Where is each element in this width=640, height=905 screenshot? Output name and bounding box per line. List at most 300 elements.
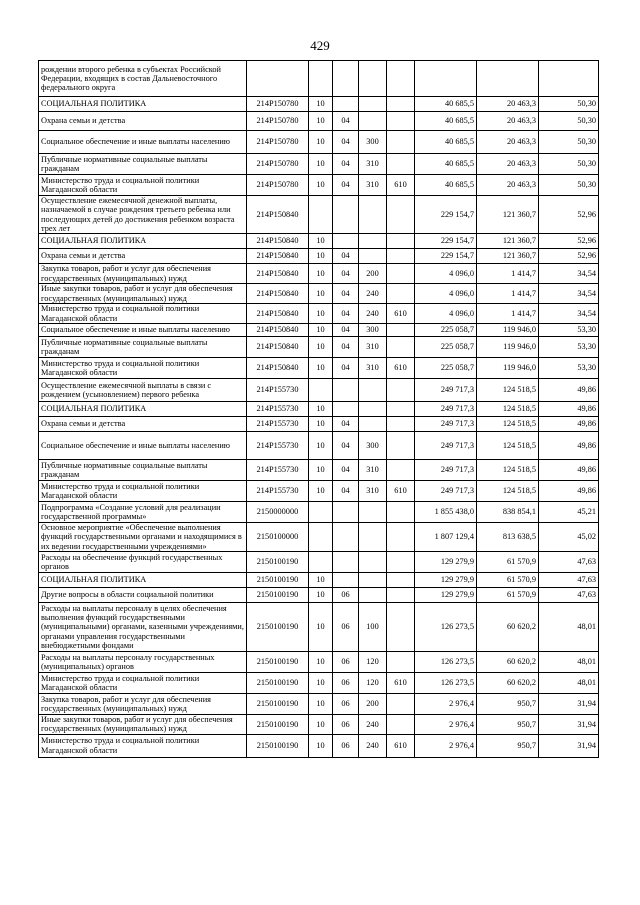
administrator-code bbox=[387, 651, 415, 672]
actual-amount: 124 518,5 bbox=[477, 379, 539, 402]
execution-percent: 49,86 bbox=[539, 460, 599, 481]
planned-amount: 229 154,7 bbox=[415, 196, 477, 234]
row-name: Иные закупки товаров, работ и услуг для обеспечения государственных (муниципальных) нужд bbox=[39, 714, 247, 734]
administrator-code bbox=[387, 61, 415, 97]
administrator-code: 610 bbox=[387, 304, 415, 324]
table-row bbox=[39, 61, 599, 97]
administrator-code: 610 bbox=[387, 358, 415, 379]
actual-amount: 950,7 bbox=[477, 693, 539, 714]
expense-type-code bbox=[359, 551, 387, 572]
administrator-code bbox=[387, 417, 415, 432]
planned-amount: 4 096,0 bbox=[415, 264, 477, 284]
table-row bbox=[39, 587, 599, 602]
planned-amount: 129 279,9 bbox=[415, 551, 477, 572]
target-article-code: 214P150780 bbox=[247, 112, 309, 131]
subsection-code: 04 bbox=[333, 284, 359, 304]
table-row bbox=[39, 249, 599, 264]
planned-amount: 4 096,0 bbox=[415, 304, 477, 324]
budget-table bbox=[38, 60, 599, 758]
execution-percent: 52,96 bbox=[539, 249, 599, 264]
row-name: Социальное обеспечение и иные выплаты населению bbox=[39, 131, 247, 154]
section-code: 10 bbox=[309, 358, 333, 379]
section-code: 10 bbox=[309, 131, 333, 154]
expense-type-code: 200 bbox=[359, 693, 387, 714]
planned-amount: 249 717,3 bbox=[415, 481, 477, 502]
section-code bbox=[309, 379, 333, 402]
target-article-code: 214P155730 bbox=[247, 417, 309, 432]
administrator-code bbox=[387, 97, 415, 112]
execution-percent: 47,63 bbox=[539, 587, 599, 602]
planned-amount: 229 154,7 bbox=[415, 234, 477, 249]
actual-amount: 119 946,0 bbox=[477, 337, 539, 358]
subsection-code bbox=[333, 196, 359, 234]
table-row bbox=[39, 284, 599, 304]
expense-type-code bbox=[359, 502, 387, 523]
row-name: Расходы на выплаты персоналу государственных (муниципальных) органов bbox=[39, 651, 247, 672]
target-article-code: 2150100190 bbox=[247, 587, 309, 602]
planned-amount: 2 976,4 bbox=[415, 693, 477, 714]
subsection-code: 04 bbox=[333, 358, 359, 379]
table-row bbox=[39, 417, 599, 432]
row-name: Публичные нормативные социальные выплаты гражданам bbox=[39, 460, 247, 481]
row-name: Публичные нормативные социальные выплаты гражданам bbox=[39, 154, 247, 175]
subsection-code: 06 bbox=[333, 693, 359, 714]
administrator-code bbox=[387, 284, 415, 304]
subsection-code: 04 bbox=[333, 324, 359, 337]
subsection-code bbox=[333, 379, 359, 402]
target-article-code: 214P150840 bbox=[247, 304, 309, 324]
target-article-code: 2150100190 bbox=[247, 693, 309, 714]
expense-type-code bbox=[359, 234, 387, 249]
actual-amount: 119 946,0 bbox=[477, 358, 539, 379]
execution-percent: 31,94 bbox=[539, 734, 599, 757]
table-row bbox=[39, 693, 599, 714]
expense-type-code bbox=[359, 572, 387, 587]
table-row bbox=[39, 460, 599, 481]
expense-type-code bbox=[359, 587, 387, 602]
section-code: 10 bbox=[309, 672, 333, 693]
execution-percent: 48,01 bbox=[539, 672, 599, 693]
target-article-code: 214P155730 bbox=[247, 379, 309, 402]
actual-amount: 20 463,3 bbox=[477, 97, 539, 112]
administrator-code bbox=[387, 196, 415, 234]
table-row bbox=[39, 402, 599, 417]
administrator-code bbox=[387, 432, 415, 460]
target-article-code: 214P150780 bbox=[247, 97, 309, 112]
row-name: Охрана семьи и детства bbox=[39, 249, 247, 264]
table-row bbox=[39, 523, 599, 552]
actual-amount: 124 518,5 bbox=[477, 460, 539, 481]
target-article-code bbox=[247, 61, 309, 97]
section-code: 10 bbox=[309, 112, 333, 131]
actual-amount: 950,7 bbox=[477, 714, 539, 734]
expense-type-code: 310 bbox=[359, 175, 387, 196]
execution-percent: 48,01 bbox=[539, 651, 599, 672]
actual-amount: 121 360,7 bbox=[477, 249, 539, 264]
administrator-code bbox=[387, 602, 415, 651]
target-article-code: 214P150780 bbox=[247, 131, 309, 154]
subsection-code bbox=[333, 523, 359, 552]
table-row bbox=[39, 734, 599, 757]
table-row bbox=[39, 379, 599, 402]
row-name: рождении второго ребенка в субъектах Российской Федерации, входящих в состав Дальневосточного федерального округа bbox=[39, 61, 247, 97]
administrator-code bbox=[387, 502, 415, 523]
section-code bbox=[309, 523, 333, 552]
execution-percent: 47,63 bbox=[539, 572, 599, 587]
actual-amount: 1 414,7 bbox=[477, 284, 539, 304]
execution-percent: 34,54 bbox=[539, 264, 599, 284]
administrator-code bbox=[387, 402, 415, 417]
section-code: 10 bbox=[309, 734, 333, 757]
expense-type-code: 310 bbox=[359, 358, 387, 379]
row-name: Иные закупки товаров, работ и услуг для обеспечения государственных (муниципальных) нужд bbox=[39, 284, 247, 304]
administrator-code bbox=[387, 551, 415, 572]
row-name: Министерство труда и социальной политики Магаданской области bbox=[39, 734, 247, 757]
planned-amount: 129 279,9 bbox=[415, 572, 477, 587]
table-row bbox=[39, 572, 599, 587]
target-article-code: 214P150840 bbox=[247, 249, 309, 264]
administrator-code bbox=[387, 234, 415, 249]
actual-amount: 813 638,5 bbox=[477, 523, 539, 552]
expense-type-code: 300 bbox=[359, 432, 387, 460]
actual-amount: 124 518,5 bbox=[477, 432, 539, 460]
planned-amount: 40 685,5 bbox=[415, 154, 477, 175]
table-row bbox=[39, 337, 599, 358]
subsection-code: 04 bbox=[333, 417, 359, 432]
row-name: Министерство труда и социальной политики Магаданской области bbox=[39, 358, 247, 379]
target-article-code: 214P150840 bbox=[247, 358, 309, 379]
actual-amount: 20 463,3 bbox=[477, 175, 539, 196]
execution-percent: 49,86 bbox=[539, 481, 599, 502]
section-code bbox=[309, 551, 333, 572]
planned-amount: 40 685,5 bbox=[415, 131, 477, 154]
actual-amount: 61 570,9 bbox=[477, 551, 539, 572]
section-code: 10 bbox=[309, 693, 333, 714]
planned-amount: 126 273,5 bbox=[415, 672, 477, 693]
administrator-code bbox=[387, 112, 415, 131]
expense-type-code: 120 bbox=[359, 651, 387, 672]
table-row bbox=[39, 97, 599, 112]
actual-amount: 20 463,3 bbox=[477, 112, 539, 131]
target-article-code: 2150100190 bbox=[247, 602, 309, 651]
execution-percent: 49,86 bbox=[539, 402, 599, 417]
administrator-code bbox=[387, 264, 415, 284]
subsection-code: 06 bbox=[333, 672, 359, 693]
row-name: СОЦИАЛЬНАЯ ПОЛИТИКА bbox=[39, 97, 247, 112]
target-article-code: 2150100190 bbox=[247, 672, 309, 693]
administrator-code: 610 bbox=[387, 734, 415, 757]
planned-amount bbox=[415, 61, 477, 97]
execution-percent: 50,30 bbox=[539, 175, 599, 196]
execution-percent: 53,30 bbox=[539, 337, 599, 358]
actual-amount: 1 414,7 bbox=[477, 304, 539, 324]
table-row bbox=[39, 358, 599, 379]
expense-type-code: 300 bbox=[359, 324, 387, 337]
section-code: 10 bbox=[309, 432, 333, 460]
section-code: 10 bbox=[309, 481, 333, 502]
subsection-code: 06 bbox=[333, 734, 359, 757]
table-row bbox=[39, 112, 599, 131]
row-name: СОЦИАЛЬНАЯ ПОЛИТИКА bbox=[39, 234, 247, 249]
row-name: Министерство труда и социальной политики Магаданской области bbox=[39, 672, 247, 693]
execution-percent: 52,96 bbox=[539, 234, 599, 249]
administrator-code bbox=[387, 131, 415, 154]
planned-amount: 2 976,4 bbox=[415, 734, 477, 757]
administrator-code bbox=[387, 572, 415, 587]
subsection-code bbox=[333, 234, 359, 249]
target-article-code: 214P150840 bbox=[247, 196, 309, 234]
actual-amount: 60 620,2 bbox=[477, 672, 539, 693]
row-name: Социальное обеспечение и иные выплаты населению bbox=[39, 324, 247, 337]
execution-percent: 53,30 bbox=[539, 324, 599, 337]
section-code: 10 bbox=[309, 97, 333, 112]
row-name: Публичные нормативные социальные выплаты гражданам bbox=[39, 337, 247, 358]
subsection-code: 04 bbox=[333, 481, 359, 502]
actual-amount: 838 854,1 bbox=[477, 502, 539, 523]
expense-type-code: 240 bbox=[359, 284, 387, 304]
administrator-code bbox=[387, 693, 415, 714]
subsection-code: 04 bbox=[333, 460, 359, 481]
row-name: Подпрограмма «Создание условий для реализации государственной программы» bbox=[39, 502, 247, 523]
administrator-code bbox=[387, 337, 415, 358]
administrator-code bbox=[387, 154, 415, 175]
execution-percent: 50,30 bbox=[539, 97, 599, 112]
subsection-code: 06 bbox=[333, 651, 359, 672]
execution-percent: 47,63 bbox=[539, 551, 599, 572]
expense-type-code: 300 bbox=[359, 131, 387, 154]
table-row bbox=[39, 651, 599, 672]
expense-type-code: 240 bbox=[359, 714, 387, 734]
row-name: Осуществление ежемесячной выплаты в связи с рождением (усыновлением) первого ребенка bbox=[39, 379, 247, 402]
target-article-code: 214P155730 bbox=[247, 460, 309, 481]
planned-amount: 249 717,3 bbox=[415, 417, 477, 432]
administrator-code bbox=[387, 324, 415, 337]
target-article-code: 2150100190 bbox=[247, 651, 309, 672]
section-code: 10 bbox=[309, 587, 333, 602]
expense-type-code bbox=[359, 523, 387, 552]
planned-amount: 1 855 438,0 bbox=[415, 502, 477, 523]
subsection-code bbox=[333, 402, 359, 417]
actual-amount: 1 414,7 bbox=[477, 264, 539, 284]
actual-amount: 61 570,9 bbox=[477, 572, 539, 587]
target-article-code: 2150100190 bbox=[247, 714, 309, 734]
actual-amount: 124 518,5 bbox=[477, 402, 539, 417]
row-name: Закупка товаров, работ и услуг для обеспечения государственных (муниципальных) нужд bbox=[39, 264, 247, 284]
section-code: 10 bbox=[309, 337, 333, 358]
expense-type-code: 240 bbox=[359, 734, 387, 757]
row-name: СОЦИАЛЬНАЯ ПОЛИТИКА bbox=[39, 572, 247, 587]
subsection-code: 06 bbox=[333, 714, 359, 734]
table-row bbox=[39, 175, 599, 196]
row-name: СОЦИАЛЬНАЯ ПОЛИТИКА bbox=[39, 402, 247, 417]
actual-amount: 119 946,0 bbox=[477, 324, 539, 337]
section-code: 10 bbox=[309, 284, 333, 304]
subsection-code bbox=[333, 61, 359, 97]
actual-amount: 950,7 bbox=[477, 734, 539, 757]
subsection-code: 04 bbox=[333, 432, 359, 460]
row-name: Министерство труда и социальной политики Магаданской области bbox=[39, 304, 247, 324]
actual-amount bbox=[477, 61, 539, 97]
subsection-code: 06 bbox=[333, 587, 359, 602]
section-code: 10 bbox=[309, 234, 333, 249]
target-article-code: 214P150780 bbox=[247, 175, 309, 196]
execution-percent: 45,02 bbox=[539, 523, 599, 552]
planned-amount: 249 717,3 bbox=[415, 379, 477, 402]
section-code bbox=[309, 502, 333, 523]
expense-type-code bbox=[359, 249, 387, 264]
planned-amount: 40 685,5 bbox=[415, 112, 477, 131]
subsection-code: 04 bbox=[333, 337, 359, 358]
subsection-code: 04 bbox=[333, 304, 359, 324]
expense-type-code bbox=[359, 112, 387, 131]
subsection-code bbox=[333, 551, 359, 572]
planned-amount: 129 279,9 bbox=[415, 587, 477, 602]
administrator-code bbox=[387, 587, 415, 602]
target-article-code: 214P155730 bbox=[247, 432, 309, 460]
target-article-code: 214P150840 bbox=[247, 264, 309, 284]
planned-amount: 225 058,7 bbox=[415, 358, 477, 379]
table-row bbox=[39, 551, 599, 572]
expense-type-code: 120 bbox=[359, 672, 387, 693]
expense-type-code bbox=[359, 402, 387, 417]
planned-amount: 225 058,7 bbox=[415, 324, 477, 337]
expense-type-code bbox=[359, 97, 387, 112]
planned-amount: 225 058,7 bbox=[415, 337, 477, 358]
subsection-code: 04 bbox=[333, 112, 359, 131]
expense-type-code: 310 bbox=[359, 460, 387, 481]
execution-percent: 49,86 bbox=[539, 432, 599, 460]
planned-amount: 249 717,3 bbox=[415, 402, 477, 417]
actual-amount: 20 463,3 bbox=[477, 154, 539, 175]
target-article-code: 214P150840 bbox=[247, 324, 309, 337]
actual-amount: 60 620,2 bbox=[477, 651, 539, 672]
target-article-code: 214P155730 bbox=[247, 481, 309, 502]
subsection-code: 04 bbox=[333, 131, 359, 154]
expense-type-code: 240 bbox=[359, 304, 387, 324]
target-article-code: 2150000000 bbox=[247, 502, 309, 523]
row-name: Закупка товаров, работ и услуг для обеспечения государственных (муниципальных) нужд bbox=[39, 693, 247, 714]
table-row bbox=[39, 196, 599, 234]
subsection-code bbox=[333, 572, 359, 587]
target-article-code: 214P150780 bbox=[247, 154, 309, 175]
administrator-code bbox=[387, 460, 415, 481]
expense-type-code bbox=[359, 379, 387, 402]
table-row bbox=[39, 131, 599, 154]
actual-amount: 60 620,2 bbox=[477, 602, 539, 651]
row-name: Расходы на обеспечение функций государственных органов bbox=[39, 551, 247, 572]
administrator-code bbox=[387, 523, 415, 552]
table-row bbox=[39, 304, 599, 324]
planned-amount: 40 685,5 bbox=[415, 175, 477, 196]
subsection-code: 06 bbox=[333, 602, 359, 651]
planned-amount: 126 273,5 bbox=[415, 602, 477, 651]
administrator-code bbox=[387, 249, 415, 264]
target-article-code: 2150100190 bbox=[247, 551, 309, 572]
execution-percent: 31,94 bbox=[539, 693, 599, 714]
execution-percent: 45,21 bbox=[539, 502, 599, 523]
section-code: 10 bbox=[309, 402, 333, 417]
execution-percent: 50,30 bbox=[539, 131, 599, 154]
planned-amount: 249 717,3 bbox=[415, 460, 477, 481]
row-name: Министерство труда и социальной политики Магаданской области bbox=[39, 175, 247, 196]
execution-percent: 48,01 bbox=[539, 602, 599, 651]
target-article-code: 214P150840 bbox=[247, 234, 309, 249]
actual-amount: 121 360,7 bbox=[477, 234, 539, 249]
section-code: 10 bbox=[309, 175, 333, 196]
execution-percent: 49,86 bbox=[539, 379, 599, 402]
execution-percent: 50,30 bbox=[539, 154, 599, 175]
section-code bbox=[309, 196, 333, 234]
row-name: Другие вопросы в области социальной политики bbox=[39, 587, 247, 602]
execution-percent: 50,30 bbox=[539, 112, 599, 131]
administrator-code: 610 bbox=[387, 672, 415, 693]
target-article-code: 2150100000 bbox=[247, 523, 309, 552]
target-article-code: 2150100190 bbox=[247, 734, 309, 757]
row-name: Охрана семьи и детства bbox=[39, 112, 247, 131]
target-article-code: 2150100190 bbox=[247, 572, 309, 587]
target-article-code: 214P150840 bbox=[247, 337, 309, 358]
actual-amount: 121 360,7 bbox=[477, 196, 539, 234]
section-code: 10 bbox=[309, 324, 333, 337]
subsection-code bbox=[333, 502, 359, 523]
section-code: 10 bbox=[309, 154, 333, 175]
row-name: Осуществление ежемесячной денежной выплаты, назначаемой в случае рождения третьего ребенка или последующих детей до достижения ребенком возраста трех лет bbox=[39, 196, 247, 234]
actual-amount: 61 570,9 bbox=[477, 587, 539, 602]
section-code: 10 bbox=[309, 651, 333, 672]
execution-percent: 53,30 bbox=[539, 358, 599, 379]
actual-amount: 124 518,5 bbox=[477, 481, 539, 502]
section-code bbox=[309, 61, 333, 97]
section-code: 10 bbox=[309, 602, 333, 651]
section-code: 10 bbox=[309, 304, 333, 324]
table-row bbox=[39, 234, 599, 249]
execution-percent bbox=[539, 61, 599, 97]
administrator-code: 610 bbox=[387, 481, 415, 502]
target-article-code: 214P155730 bbox=[247, 402, 309, 417]
expense-type-code bbox=[359, 61, 387, 97]
row-name: Расходы на выплаты персоналу в целях обеспечения выполнения функций государственными (муниципальными) органами, казенными учреждениями, органами управления государственными внебюджетными фондами bbox=[39, 602, 247, 651]
subsection-code: 04 bbox=[333, 264, 359, 284]
table-row bbox=[39, 432, 599, 460]
planned-amount: 229 154,7 bbox=[415, 249, 477, 264]
table-row bbox=[39, 324, 599, 337]
section-code: 10 bbox=[309, 249, 333, 264]
expense-type-code bbox=[359, 417, 387, 432]
expense-type-code: 310 bbox=[359, 154, 387, 175]
expense-type-code: 310 bbox=[359, 337, 387, 358]
subsection-code: 04 bbox=[333, 249, 359, 264]
row-name: Министерство труда и социальной политики Магаданской области bbox=[39, 481, 247, 502]
row-name: Социальное обеспечение и иные выплаты населению bbox=[39, 432, 247, 460]
execution-percent: 31,94 bbox=[539, 714, 599, 734]
actual-amount: 20 463,3 bbox=[477, 131, 539, 154]
administrator-code: 610 bbox=[387, 175, 415, 196]
table-row bbox=[39, 154, 599, 175]
subsection-code bbox=[333, 97, 359, 112]
table-row bbox=[39, 502, 599, 523]
administrator-code bbox=[387, 714, 415, 734]
planned-amount: 4 096,0 bbox=[415, 284, 477, 304]
subsection-code: 04 bbox=[333, 175, 359, 196]
planned-amount: 40 685,5 bbox=[415, 97, 477, 112]
execution-percent: 34,54 bbox=[539, 304, 599, 324]
planned-amount: 1 807 129,4 bbox=[415, 523, 477, 552]
section-code: 10 bbox=[309, 714, 333, 734]
section-code: 10 bbox=[309, 572, 333, 587]
table-row bbox=[39, 672, 599, 693]
execution-percent: 49,86 bbox=[539, 417, 599, 432]
table-row bbox=[39, 602, 599, 651]
